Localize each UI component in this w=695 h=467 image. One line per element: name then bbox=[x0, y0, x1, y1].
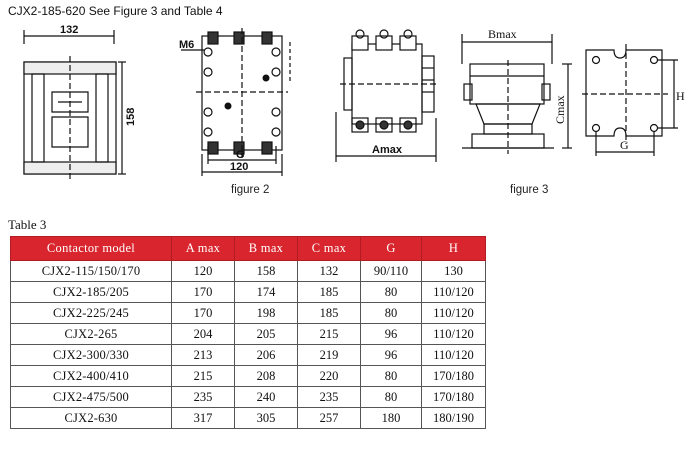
dimensions-table bbox=[10, 236, 486, 429]
cell-a-max: 215 bbox=[172, 366, 235, 387]
cell-g: 80 bbox=[361, 303, 422, 324]
cell-model: CJX2-475/500 bbox=[11, 387, 172, 408]
cell-a-max: 170 bbox=[172, 282, 235, 303]
mounting-base-drawing bbox=[582, 44, 687, 166]
figure-2-caption: figure 2 bbox=[231, 184, 270, 196]
table-row bbox=[11, 408, 486, 429]
cell-c-max: 185 bbox=[298, 303, 361, 324]
cell-h: 170/180 bbox=[422, 387, 486, 408]
cell-g: 180 bbox=[361, 408, 422, 429]
table-row bbox=[11, 366, 486, 387]
cell-h: 110/120 bbox=[422, 345, 486, 366]
dim-g-label: G bbox=[236, 149, 245, 161]
cell-model: CJX2-265 bbox=[11, 324, 172, 345]
cell-h: 180/190 bbox=[422, 408, 486, 429]
front-view-drawing bbox=[178, 22, 303, 177]
cell-model: CJX2-225/245 bbox=[11, 303, 172, 324]
cell-b-max: 206 bbox=[235, 345, 298, 366]
cell-h: 110/120 bbox=[422, 303, 486, 324]
cell-g: 80 bbox=[361, 366, 422, 387]
cell-g: 96 bbox=[361, 345, 422, 366]
contactor-side-drawing bbox=[456, 24, 578, 164]
table-row bbox=[11, 345, 486, 366]
cell-a-max: 235 bbox=[172, 387, 235, 408]
dim-g-label: G bbox=[620, 138, 629, 152]
cell-model: CJX2-115/150/170 bbox=[11, 261, 172, 282]
dim-height-label: 158 bbox=[125, 107, 137, 126]
cell-g: 96 bbox=[361, 324, 422, 345]
cell-g: 90/110 bbox=[361, 261, 422, 282]
header-a-max: A max bbox=[172, 237, 235, 261]
cell-b-max: 240 bbox=[235, 387, 298, 408]
side-view-drawing bbox=[10, 22, 140, 187]
cell-b-max: 305 bbox=[235, 408, 298, 429]
cell-b-max: 198 bbox=[235, 303, 298, 324]
table-row bbox=[11, 303, 486, 324]
cell-c-max: 219 bbox=[298, 345, 361, 366]
cell-c-max: 235 bbox=[298, 387, 361, 408]
cell-h: 170/180 bbox=[422, 366, 486, 387]
cell-model: CJX2-630 bbox=[11, 408, 172, 429]
cell-c-max: 132 bbox=[298, 261, 361, 282]
cell-g: 80 bbox=[361, 387, 422, 408]
table-title: Table 3 bbox=[8, 217, 47, 232]
cell-model: CJX2-400/410 bbox=[11, 366, 172, 387]
header-g: G bbox=[361, 237, 422, 261]
cell-h: 110/120 bbox=[422, 324, 486, 345]
cell-b-max: 158 bbox=[235, 261, 298, 282]
dim-width-label: 120 bbox=[230, 161, 249, 173]
page-heading: CJX2-185-620 See Figure 3 and Table 4 bbox=[8, 4, 223, 18]
cell-c-max: 215 bbox=[298, 324, 361, 345]
dim-b-label: Bmax bbox=[488, 27, 517, 41]
dim-width-label: 132 bbox=[60, 24, 79, 36]
cell-g: 80 bbox=[361, 282, 422, 303]
cell-c-max: 220 bbox=[298, 366, 361, 387]
header-c-max: C max bbox=[298, 237, 361, 261]
cell-model: CJX2-300/330 bbox=[11, 345, 172, 366]
figure-3-caption: figure 3 bbox=[510, 184, 549, 196]
table-header-row bbox=[11, 237, 486, 261]
cell-a-max: 213 bbox=[172, 345, 235, 366]
cell-a-max: 317 bbox=[172, 408, 235, 429]
cell-b-max: 174 bbox=[235, 282, 298, 303]
table-row bbox=[11, 261, 486, 282]
cell-model: CJX2-185/205 bbox=[11, 282, 172, 303]
cell-c-max: 185 bbox=[298, 282, 361, 303]
cell-b-max: 205 bbox=[235, 324, 298, 345]
cell-a-max: 204 bbox=[172, 324, 235, 345]
header-b-max: B max bbox=[235, 237, 298, 261]
cell-b-max: 208 bbox=[235, 366, 298, 387]
cell-c-max: 257 bbox=[298, 408, 361, 429]
cell-h: 110/120 bbox=[422, 282, 486, 303]
cell-h: 130 bbox=[422, 261, 486, 282]
contactor-front-drawing bbox=[332, 22, 442, 172]
table-row bbox=[11, 282, 486, 303]
dim-c-label: Cmax bbox=[553, 95, 567, 124]
table-row bbox=[11, 324, 486, 345]
cell-a-max: 120 bbox=[172, 261, 235, 282]
dim-a-label: Amax bbox=[372, 144, 402, 156]
cell-a-max: 170 bbox=[172, 303, 235, 324]
header-h: H bbox=[422, 237, 486, 261]
header-contactor-model: Contactor model bbox=[11, 237, 172, 261]
table-row bbox=[11, 387, 486, 408]
dim-bolt-label: M6 bbox=[179, 39, 195, 51]
dim-h-label: H bbox=[676, 89, 685, 103]
